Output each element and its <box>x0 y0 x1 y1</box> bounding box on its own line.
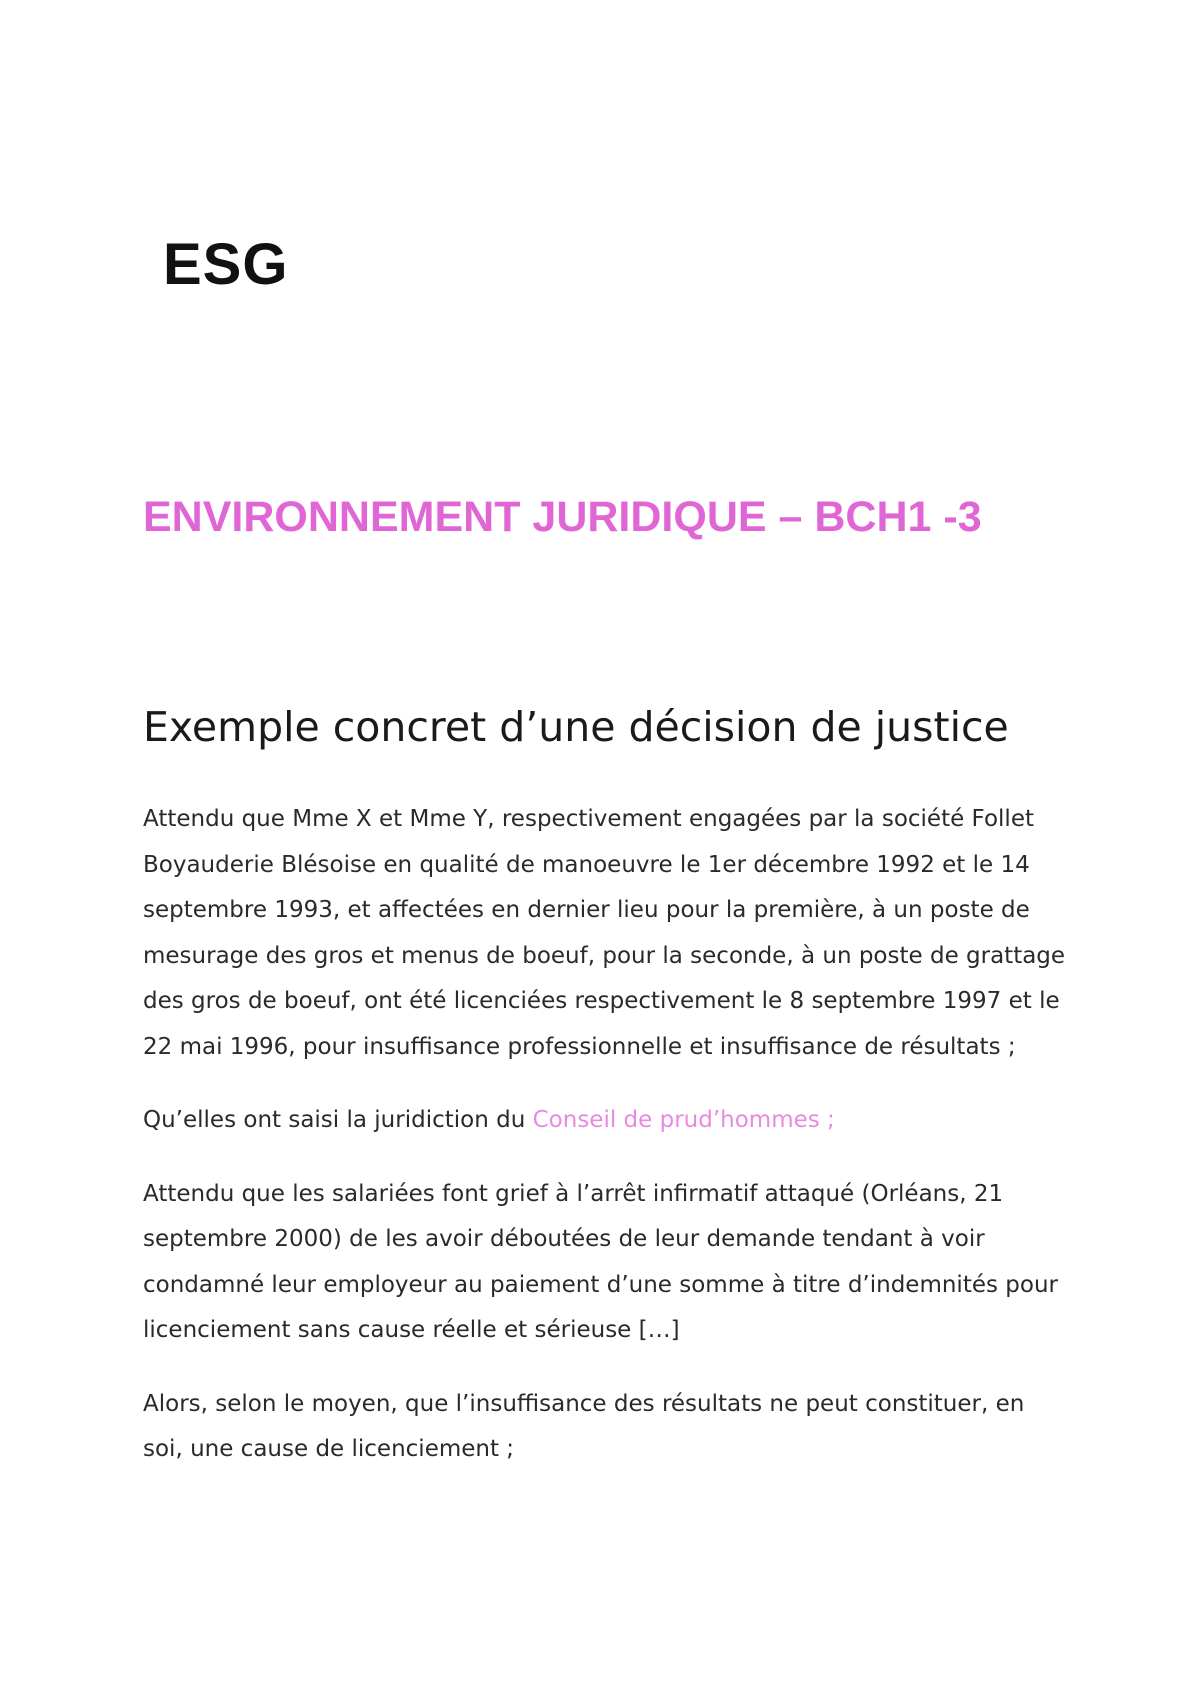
esg-logo: ESG <box>163 232 289 297</box>
paragraph-1: Attendu que Mme X et Mme Y, respectivement engagées par la société Follet Boyauderie Blésoise en qualité de manoeuvre le 1er décembre 1992 et le 14 septembre 1993, et affectées en dernier lieu pour la première, à un poste de mesurage des gros et menus de boeuf, pour la seconde, à un poste de grattage des gros de boeuf, ont été licenciées respectivement le 8 septembre 1997 et le 22 mai 1996, pour insuffisance professionnelle et insuffisance de résultats ; <box>143 806 1066 1060</box>
paragraph-3: Attendu que les salariées font grief à l’arrêt infirmatif attaqué (Orléans, 21 septembre 2000) de les avoir déboutées de leur demande tendant à voir condamné leur employeur au paiement d’une somme à titre d’indemnités pour licenciement sans cause réelle et sérieuse […] <box>143 1180 1058 1343</box>
paragraph-2 <box>143 1098 1068 1144</box>
paragraph-2-text: Qu’elles ont saisi la juridiction du <box>143 1107 533 1133</box>
section-heading: Exemple concret d’une décision de justice <box>143 703 1009 751</box>
document-body <box>143 797 1068 1501</box>
document-title: ENVIRONNEMENT JURIDIQUE – BCH1 -3 <box>143 493 982 541</box>
paragraph-4: Alors, selon le moyen, que l’insuffisance des résultats ne peut constituer, en soi, une cause de licenciement ; <box>143 1390 1025 1462</box>
conseil-prudhommes-link[interactable]: Conseil de prud’hommes ; <box>532 1107 835 1133</box>
